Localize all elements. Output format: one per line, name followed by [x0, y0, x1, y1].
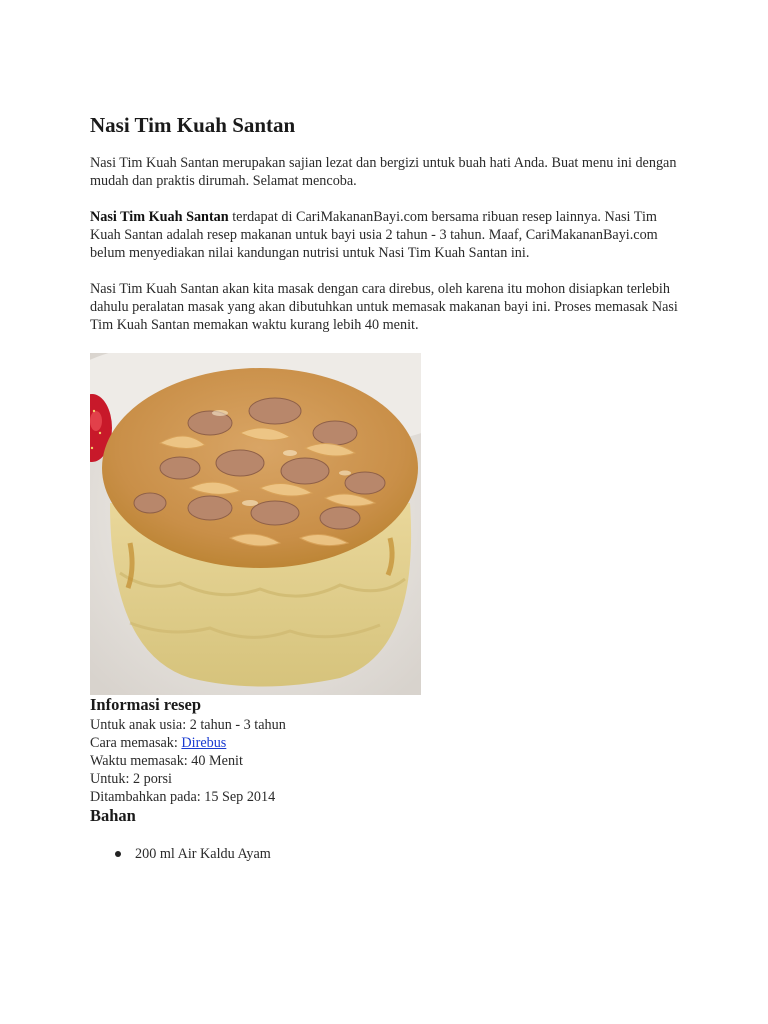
info-serving-row	[90, 770, 690, 788]
cooking-method-paragraph: Nasi Tim Kuah Santan akan kita masak dengan cara direbus, oleh karena itu mohon disiapkan terlebih dahulu peralatan masak yang akan dibutuhkan untuk memasak makanan bayi ini. Proses memasak Nasi Tim Kuah Santan memakan waktu kurang lebih 40 menit.	[90, 281, 678, 333]
info-added-row	[90, 788, 690, 806]
info-time-row	[90, 752, 690, 770]
recipe-page	[90, 112, 690, 863]
list-item	[115, 845, 690, 863]
recipe-info-list	[90, 716, 690, 806]
info-heading: Informasi resep	[90, 695, 202, 714]
info-time-value: 40 Menit	[191, 753, 243, 769]
intro-paragraph: Nasi Tim Kuah Santan merupakan sajian lezat dan bergizi untuk buah hati Anda. Buat menu ini dengan mudah dan praktis dirumah. Selamat mencoba.	[90, 155, 677, 189]
availability-text: terdapat di CariMakananBayi.com bersama ribuan resep lainnya. Nasi Tim Kuah Santan adalah resep makanan untuk bayi usia 2 tahun - 3 tahun. Maaf, CariMakananBayi.com belum menyediakan nilai kandungan nutrisi untuk Nasi Tim Kuah Santan ini.	[90, 209, 658, 261]
ingredients-heading: Bahan	[90, 806, 136, 825]
info-age-label: Untuk anak usia:	[90, 717, 190, 733]
availability-paragraph	[90, 208, 686, 262]
info-time-label: Waktu memasak:	[90, 753, 192, 769]
page-title: Nasi Tim Kuah Santan	[90, 113, 296, 137]
recipe-photo	[90, 353, 421, 695]
info-serving-value: 2 porsi	[132, 771, 172, 787]
ingredient-text: 200 ml Air Kaldu Ayam	[135, 846, 271, 862]
recipe-name-bold: Nasi Tim Kuah Santan	[90, 209, 229, 225]
info-method-label: Cara memasak:	[90, 735, 182, 751]
method-link[interactable]: Direbus	[181, 735, 227, 751]
info-age-value: 2 tahun - 3 tahun	[189, 717, 286, 733]
bullet-icon	[115, 851, 121, 857]
info-added-label: Ditambahkan pada:	[90, 789, 205, 805]
info-added-value: 15 Sep 2014	[204, 789, 276, 805]
info-age-row	[90, 716, 690, 734]
info-method-row	[90, 734, 690, 752]
info-serving-label: Untuk:	[90, 771, 133, 787]
ingredients-list	[90, 845, 690, 863]
